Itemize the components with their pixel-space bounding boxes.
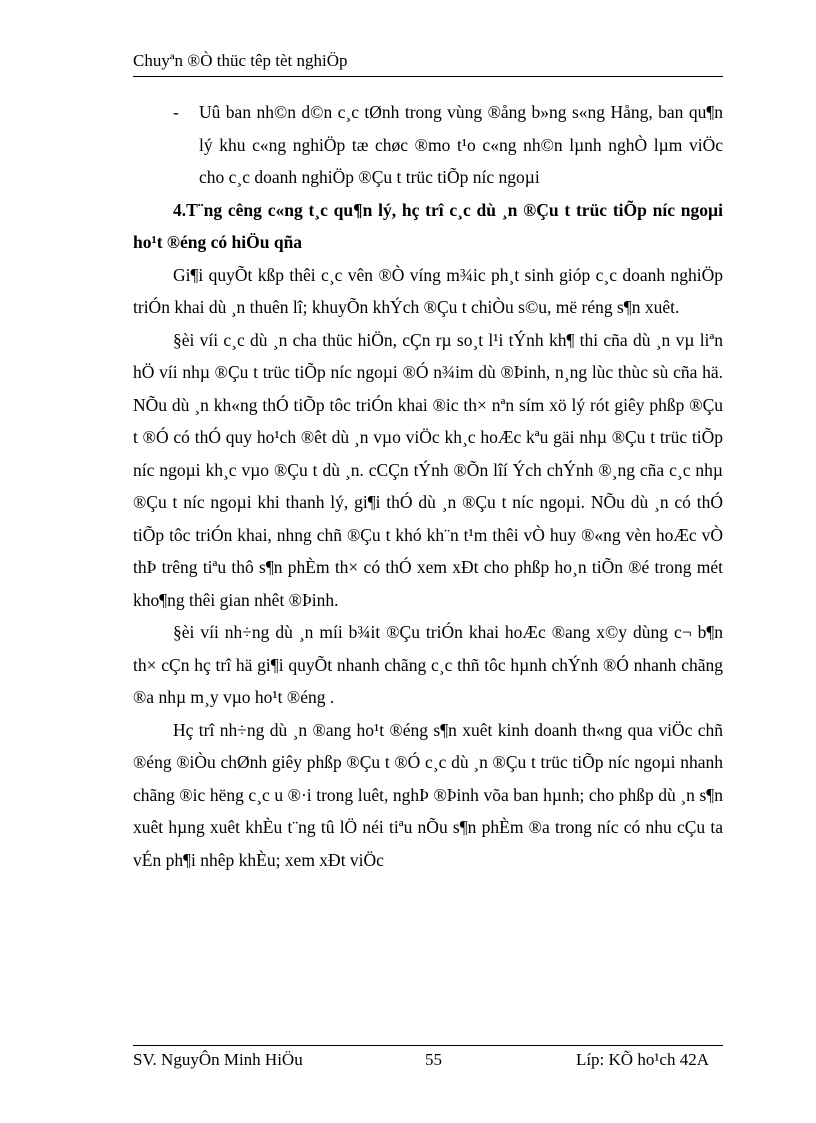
paragraph-2: §èi víi c¸c dù ¸n cha thüc hiÖn, cÇn rµ so¸t l¹i tÝnh kh¶ thi cña dù ¸n vµ liªn hÖ víi nhµ ®Çu t trüc tiÕp níc ngoµi ®Ó n¾im dù ®Þinh, n¸ng lùc thùc sù cña hä. NÕu dù ¸n kh«ng thÓ tiÕp tôc triÓn khai ®ic th× nªn sím xö lý rót giêy phßp ®Çu t ®Ó có thÓ quy ho¹ch ®êt dù ¸n vµo viÖc kh¸c hoÆc kªu gäi nhµ ®Çu t trüc tiÕp níc ngoµi kh¸c vµo ®Çu t dù ¸n. cCÇn tÝnh ®Õn lîí Ých chÝnh ®¸ng cña c¸c nhµ ®Çu t níc ngoµi khi thanh lý, gi¶i thÓ dù ¸n ®Çu t níc ngoµi. NÕu dù ¸n có thÓ tiÕp tôc triÓn khai, nhng chñ ®Çu t khó kh¨n t¹m thêi vÒ huy ®«ng vèn hoÆc vÒ thÞ trêng tiªu thô s¶n phÈm th× có thÓ xem xÐt cho phßp ho¸n tiÕn ®é trong mét kho¶ng thêi gian nhêt ®Þinh. xyxy=(133,329,723,610)
bullet-item xyxy=(133,96,723,194)
paragraph-3: §èi víi nh÷ng dù ¸n míi b¾it ®Çu triÓn khai hoÆc ®ang x©y dùng c¬ b¶n th× cÇn hç trî hä gi¶i quyÕt nhanh chãng c¸c thñ tôc hµnh chÝnh ®Ó nhanh chãng ®a nhµ m¸y vµo ho¹t ®éng . xyxy=(133,622,723,707)
footer-student-name: SV. NguyÔn Minh HiÖu xyxy=(133,1050,303,1069)
bullet-text: Uû ban nh©n d©n c¸c tØnh trong vùng ®ång b»ng s«ng Hång, ban qu¶n lý khu c«ng nghiÖp tæ chøc ®mo t¹o c«ng nh©n lµnh nghÒ lµm viÖc cho c¸c doanh nghiÖp ®Çu t trüc tiÕp níc ngoµi xyxy=(199,102,723,187)
page-header-title: Chuyªn ®Ò thüc têp tèt nghiÖp xyxy=(133,51,348,70)
footer-divider xyxy=(133,1045,723,1046)
section-heading: 4.T¨ng cêng c«ng t¸c qu¶n lý, hç trî c¸c dù ¸n ®Çu t trüc tiÕp níc ngoµi ho¹t ®éng có hiÖu qña xyxy=(133,199,723,252)
bullet-dash: - xyxy=(173,102,179,122)
paragraph-1: Gi¶i quyÕt kßp thêi c¸c vên ®Ò víng m¾ic ph¸t sinh gióp c¸c doanh nghiÖp triÓn khai dù ¸n thuên lî; khuyÕn khÝch ®Çu t chiÒu s©u, më réng s¶n xuêt. xyxy=(133,264,723,317)
header-divider xyxy=(133,76,723,77)
paragraph-4: Hç trî nh÷ng dù ¸n ®ang ho¹t ®éng s¶n xuêt kinh doanh th«ng qua viÖc chñ ®éng ®iÒu chØnh giêy phßp ®Çu t ®Ó c¸c dù ¸n ®Çu t trüc tiÕp níc ngoµi nhanh chãng ®ic hëng c¸c u ®·i trong luêt, nghÞ ®Þinh võa ban hµnh; cho phßp dù ¸n s¶n xuêt hµng xuêt khÈu t¨ng tû lÖ néi tiªu nÕu s¶n phÈm ®a trong níc có nhu cÇu ta vÉn ph¶i nhêp khÈu; xem xÐt viÖc xyxy=(133,719,723,870)
document-body xyxy=(133,96,723,876)
footer-class-label: Líp: KÕ ho¹ch 42A xyxy=(575,1050,709,1069)
footer-page-number: 55 xyxy=(425,1050,442,1069)
